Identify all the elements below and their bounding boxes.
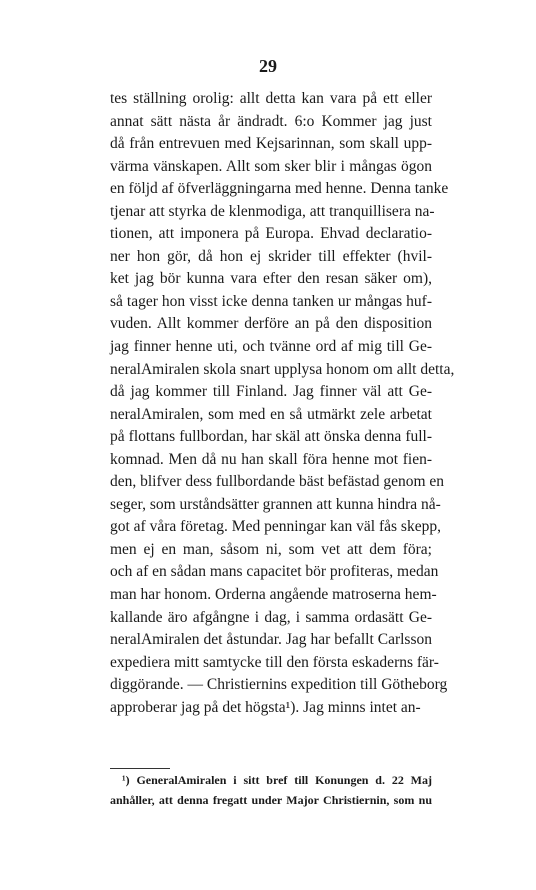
text-line: så tager hon visst icke denna tanken ur mångas huf- [110,292,432,310]
text-line: annat sätt nästa år ändradt. 6:o Kommer jag just [110,112,432,130]
text-line: tionen, att imponera på Europa. Ehvad declaratio- [110,225,432,243]
footnote-line: ¹) GeneralAmiralen i sitt bref till Konungen d. 22 Maj [122,773,432,787]
text-line: tes ställning orolig: allt detta kan vara på ett eller [110,90,432,107]
text-line: vuden. Allt kommer derföre an på den disposition [110,315,432,333]
footnote-rule [110,768,170,769]
text-line: neralAmiralen, som med en så utmärkt zele arbetat [110,405,432,423]
page-number: 29 [259,56,277,76]
text-line: och af en sådan mans capacitet bör profiteras, medan [110,563,439,581]
text-line: en följd af öfverläggningarna med henne. Denna tanke [110,180,449,198]
text-line: tjenar att styrka de klenmodiga, att tranquillisera na- [110,202,435,220]
text-line: då jag kommer till Finland. Jag finner väl att Ge- [110,383,432,401]
text-line: jag finner henne uti, och tvänne ord af mig till Ge- [110,338,432,356]
text-line: man har honom. Orderna angående matroserna hem- [110,586,437,604]
footnote-line: anhåller, att denna fregatt under Major Christiernin, som nu [110,793,432,807]
text-line: då från entrevuen med Kejsarinnan, som skall upp- [110,135,432,153]
text-line: men ej en man, såsom ni, som vet att dem föra; [110,540,432,558]
text-line: på flottans fullbordan, har skäl att önska denna full- [110,428,432,446]
body-text [110,88,455,719]
text-line: diggörande. — Christiernins expedition till Götheborg [110,676,448,694]
text-line: komnad. Men då nu han skall föra henne mot fien- [110,450,432,468]
text-line: neralAmiralen skola snart upplysa honom om allt detta, [110,360,455,378]
text-line: ket jag bör kunna vara efter den resan säker om), [110,270,432,288]
text-line: seger, som urståndsätter grannen att kunna hindra nå- [110,495,441,513]
text-line: kallande äro afgångne i dag, i samma ordasätt Ge- [110,608,432,626]
footnote [110,770,432,810]
text-line: expediera mitt samtycke till den första eskaderns fär- [110,653,439,671]
text-line: got af våra företag. Med penningar kan väl fås skepp, [110,518,441,536]
text-line: ner hon gör, då hon ej skrider till effekter (hvil- [110,247,432,265]
text-line: approberar jag på det högsta¹). Jag minns intet an- [110,698,421,716]
text-line: värma vänskapen. Allt som sker blir i mångas ögon [110,157,432,175]
text-line: den, blifver dess fullbordande bäst befästad genom en [110,473,445,491]
text-line: neralAmiralen det åstundar. Jag har befallt Carlsson [110,631,432,649]
